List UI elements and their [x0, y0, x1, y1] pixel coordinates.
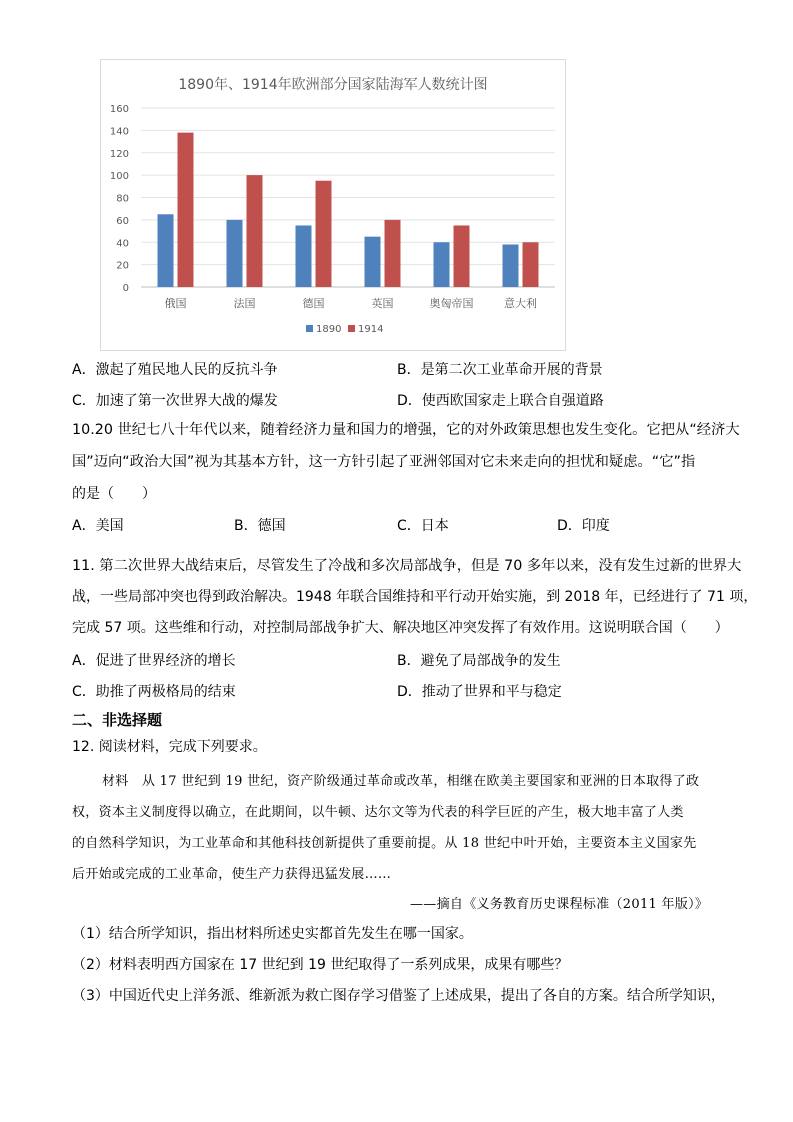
q10-line-3: 的是（ ） — [72, 486, 156, 502]
q12-sub-1: （1）结合所学知识，指出材料所述史实都首先发生在哪一国家。 — [72, 926, 473, 942]
x-tick-label: 法国 — [233, 297, 256, 310]
q10-option-d: D．印度 — [557, 518, 610, 534]
material-line-4: 后开始或完成的工业革命，使生产力获得迅猛发展…… — [72, 867, 392, 882]
material-line-2: 权，资本主义制度得以确立，在此期间，以牛顿、达尔文等为代表的科学巨匠的产生，极大地丰富了人类 — [72, 805, 684, 820]
q9-option-c: C．加速了第一次世界大战的爆发 — [72, 393, 278, 409]
y-tick-label: 0 — [122, 283, 129, 294]
q12-sub-2: （2）材料表明西方国家在 17 世纪到 19 世纪取得了一系列成果，成果有哪些？ — [72, 957, 569, 973]
q9-option-b: B．是第二次工业革命开展的背景 — [397, 362, 603, 378]
y-tick-label: 20 — [116, 260, 129, 272]
chart-title: 1890年、1914年欧洲部分国家陆海军人数统计图 — [178, 77, 488, 93]
bar-chart — [100, 59, 566, 351]
q12-sub-3: （3）中国近代史上洋务派、维新派为救亡图存学习借鉴了上述成果，提出了各自的方案。结合所学知识， — [72, 988, 725, 1004]
q11-option-d: D．推动了世界和平与稳定 — [397, 684, 562, 700]
material-source: ——摘自《义务教育历史课程标准（2011 年版）》 — [410, 897, 709, 912]
y-tick-label: 100 — [109, 171, 129, 183]
q10-line-2: 国”迈向“政治大国”视为其基本方针，这一方针引起了亚洲邻国对它未来走向的担忧和疑虑。“它”指 — [72, 454, 696, 470]
q11-line-2: 战，一些局部冲突也得到政治解决。1948 年联合国维持和平行动开始实施，到 2018 年，已经进行了 71 项， — [72, 589, 758, 605]
bar-1914 — [178, 133, 194, 287]
q10-option-c: C．日本 — [397, 518, 449, 534]
q10-option-a: A．美国 — [72, 518, 124, 534]
y-tick-label: 120 — [109, 148, 129, 160]
y-tick-label: 60 — [116, 215, 129, 227]
q9-option-d: D．使西欧国家走上联合自强道路 — [397, 393, 604, 409]
bar-1914 — [454, 225, 470, 287]
q11-option-b: B．避免了局部战争的发生 — [397, 653, 561, 669]
bar-1890 — [365, 237, 381, 287]
q12-intro: 12. 阅读材料，完成下列要求。 — [72, 739, 267, 755]
legend-label: 1914 — [358, 324, 384, 335]
y-tick-label: 80 — [116, 193, 129, 205]
bar-1890 — [296, 225, 312, 287]
bar-1914 — [247, 175, 263, 287]
bar-1890 — [503, 244, 519, 287]
bar-1914 — [316, 181, 332, 287]
x-tick-label: 英国 — [371, 297, 394, 310]
bar-1890 — [227, 220, 243, 287]
x-tick-label: 德国 — [302, 297, 325, 310]
bar-1890 — [158, 214, 174, 287]
material-line-1: 材料 从 17 世纪到 19 世纪，资产阶级通过革命或改革，相继在欧美主要国家和亚洲的日本取得了政 — [102, 774, 700, 789]
bar-1914 — [523, 242, 539, 287]
bar-1890 — [434, 242, 450, 287]
q10-line-1: 10.20 世纪七八十年代以来，随着经济力量和国力的增强，它的对外政策思想也发生变化。它把从“经济大 — [72, 422, 740, 438]
bar-1914 — [385, 220, 401, 287]
y-tick-label: 160 — [109, 104, 129, 115]
x-tick-label: 意大利 — [504, 297, 537, 310]
y-tick-label: 140 — [109, 126, 129, 138]
section-title: 二、非选择题 — [72, 711, 163, 729]
q11-option-a: A．促进了世界经济的增长 — [72, 653, 236, 669]
q11-option-c: C．助推了两极格局的结束 — [72, 684, 236, 700]
q11-line-1: 11. 第二次世界大战结束后，尽管发生了冷战和多次局部战争，但是 70 多年以来，没有发生过新的世界大 — [72, 558, 742, 574]
legend-label: 1890 — [316, 324, 342, 335]
q10-option-b: B．德国 — [234, 518, 286, 534]
legend-swatch-1890 — [306, 325, 313, 332]
x-tick-label: 俄国 — [164, 297, 187, 310]
legend-swatch-1914 — [348, 325, 355, 332]
q11-line-3: 完成 57 项。这些维和行动，对控制局部战争扩大、解决地区冲突发挥了有效作用。这说明联合国（ ） — [72, 620, 729, 636]
q9-option-a: A．激起了殖民地人民的反抗斗争 — [72, 362, 278, 378]
x-tick-label: 奥匈帝国 — [429, 297, 474, 310]
material-line-3: 的自然科学知识，为工业革命和其他科技创新提供了重要前提。从 18 世纪中叶开始，主要资本主义国家先 — [72, 836, 697, 851]
y-tick-label: 40 — [116, 238, 129, 250]
chart-canvas — [101, 60, 565, 350]
